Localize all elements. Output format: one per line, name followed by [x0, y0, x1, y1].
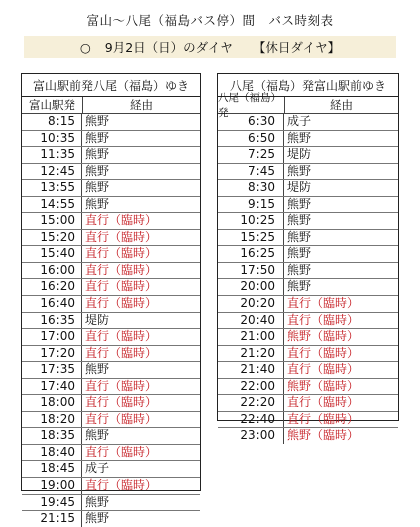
- table-row: [22, 180, 200, 197]
- table-row: [218, 379, 398, 396]
- table-row: [218, 346, 398, 363]
- table-row: [218, 279, 398, 296]
- departure-time: 9:15: [218, 197, 284, 213]
- departure-time: 15:20: [22, 230, 82, 246]
- departure-time: 6:50: [218, 131, 284, 147]
- table-row: [22, 379, 200, 396]
- route-via: 熊野: [287, 279, 312, 294]
- table-row: [218, 329, 398, 346]
- table-row: [218, 164, 398, 181]
- holiday-schedule-tag: 【休日ダイヤ】: [252, 40, 341, 55]
- departure-time: 21:40: [218, 362, 284, 378]
- table-row: [22, 147, 200, 164]
- table-row: [218, 147, 398, 164]
- departure-time: 20:00: [218, 279, 284, 295]
- table-row: [22, 362, 200, 379]
- route-via: 熊野: [85, 130, 110, 145]
- schedule-date-banner: [24, 36, 396, 58]
- route-via: 熊野: [85, 511, 110, 526]
- table-row: [22, 329, 200, 346]
- table-title: 八尾（福島）発富山駅前ゆき: [218, 74, 398, 97]
- route-via: 直行（臨時）: [85, 395, 158, 410]
- route-via: 成子: [85, 461, 110, 476]
- route-via: 熊野: [287, 262, 312, 277]
- table-row: [22, 230, 200, 247]
- departure-time: 15:40: [22, 246, 82, 262]
- departure-time: 7:45: [218, 164, 284, 180]
- route-via: 堤防: [287, 180, 312, 195]
- table-row: [22, 114, 200, 131]
- table-row: [22, 445, 200, 462]
- route-via: 熊野: [287, 213, 312, 228]
- table-row: [218, 131, 398, 148]
- route-via: 直行（臨時）: [85, 246, 158, 261]
- table-row: [22, 478, 200, 495]
- table-row: [22, 461, 200, 478]
- route-header: 経由: [330, 98, 353, 112]
- departure-time: 8:30: [218, 180, 284, 196]
- table-row: [22, 313, 200, 330]
- departure-time: 22:00: [218, 379, 284, 395]
- departure-time: 16:00: [22, 263, 82, 279]
- table-row: [22, 164, 200, 181]
- route-via: 熊野: [85, 428, 110, 443]
- route-header: 経由: [130, 98, 153, 112]
- table-row: [22, 246, 200, 263]
- table-row: [22, 263, 200, 280]
- route-via: 熊野（臨時）: [287, 428, 360, 443]
- departure-time: 22:20: [218, 395, 284, 411]
- departure-time: 23:00: [218, 428, 284, 444]
- route-via: 熊野: [85, 196, 110, 211]
- table-row: [218, 246, 398, 263]
- table-row: [22, 279, 200, 296]
- table-row: [218, 197, 398, 214]
- departure-time: 19:45: [22, 495, 82, 511]
- route-via: 熊野: [85, 362, 110, 377]
- departure-time: 10:25: [218, 213, 284, 229]
- route-via: 熊野: [287, 196, 312, 211]
- departure-time-header: 八尾（福島）発: [218, 97, 285, 113]
- departure-time: 12:45: [22, 164, 82, 180]
- departure-time: 18:20: [22, 412, 82, 428]
- departure-time: 16:40: [22, 296, 82, 312]
- departure-time: 14:55: [22, 197, 82, 213]
- table-title: 富山駅前発八尾（福島）ゆき: [22, 74, 200, 97]
- table-row: [218, 230, 398, 247]
- departure-time: 17:20: [22, 346, 82, 362]
- table-row: [218, 180, 398, 197]
- departure-time: 21:20: [218, 346, 284, 362]
- route-via: 熊野: [85, 494, 110, 509]
- route-via: 熊野: [85, 147, 110, 162]
- route-via: 直行（臨時）: [85, 411, 158, 426]
- departure-time: 17:50: [218, 263, 284, 279]
- departure-time: 11:35: [22, 147, 82, 163]
- route-via: 直行（臨時）: [85, 213, 158, 228]
- column-header-row: [218, 92, 398, 119]
- table-row: [218, 114, 398, 131]
- schedule-date: 9月2日（日）のダイヤ: [104, 40, 233, 55]
- table-row: [22, 213, 200, 230]
- departure-time: 22:40: [218, 412, 284, 428]
- table-row: [22, 428, 200, 445]
- route-via: 堤防: [287, 147, 312, 162]
- departure-time: 18:45: [22, 461, 82, 477]
- route-via: 熊野: [85, 163, 110, 178]
- table-row: [218, 395, 398, 412]
- route-via: 直行（臨時）: [85, 279, 158, 294]
- table-row: [22, 296, 200, 313]
- route-via: 直行（臨時）: [287, 411, 360, 426]
- route-via: 熊野（臨時）: [287, 329, 360, 344]
- departure-time: 16:20: [22, 279, 82, 295]
- departure-time: 16:35: [22, 313, 82, 329]
- departure-time: 21:15: [22, 511, 82, 527]
- departure-time: 10:35: [22, 131, 82, 147]
- route-via: 直行（臨時）: [85, 229, 158, 244]
- departure-time: 15:25: [218, 230, 284, 246]
- departure-time: 17:00: [22, 329, 82, 345]
- yatsuo-to-toyama-table: [217, 73, 399, 443]
- route-via: 熊野: [287, 130, 312, 145]
- route-via: 直行（臨時）: [85, 296, 158, 311]
- route-via: 熊野: [287, 163, 312, 178]
- route-via: 直行（臨時）: [85, 262, 158, 277]
- table-row: [22, 511, 200, 527]
- departure-time: 19:00: [22, 478, 82, 494]
- route-via: 熊野: [287, 246, 312, 261]
- route-via: 直行（臨時）: [287, 345, 360, 360]
- route-via: 成子: [287, 114, 312, 128]
- route-via: 熊野: [85, 180, 110, 195]
- departure-time: 18:35: [22, 428, 82, 444]
- departure-time: 20:40: [218, 313, 284, 329]
- route-via: 堤防: [85, 312, 110, 327]
- table-row: [218, 263, 398, 280]
- table-row: [218, 412, 398, 429]
- table-row: [22, 131, 200, 148]
- route-via: 直行（臨時）: [287, 296, 360, 311]
- departure-time: 17:35: [22, 362, 82, 378]
- table-row: [218, 313, 398, 330]
- route-via: 熊野（臨時）: [287, 378, 360, 393]
- table-body: [22, 114, 200, 527]
- table-row: [22, 412, 200, 429]
- table-row: [22, 346, 200, 363]
- route-via: 直行（臨時）: [85, 329, 158, 344]
- departure-time: 18:40: [22, 445, 82, 461]
- column-header-row: [22, 97, 200, 114]
- route-via: 直行（臨時）: [85, 478, 158, 493]
- departure-time: 8:15: [22, 114, 82, 130]
- departure-time: 18:00: [22, 395, 82, 411]
- departure-time: 13:55: [22, 180, 82, 196]
- route-via: 熊野: [85, 114, 110, 128]
- table-body: [218, 114, 398, 444]
- table-row: [218, 428, 398, 444]
- route-via: 直行（臨時）: [85, 378, 158, 393]
- table-row: [22, 197, 200, 214]
- table-row: [218, 362, 398, 379]
- departure-time: 6:30: [218, 114, 284, 130]
- departure-time: 20:20: [218, 296, 284, 312]
- departure-time: 7:25: [218, 147, 284, 163]
- route-via: 直行（臨時）: [287, 395, 360, 410]
- departure-time: 16:25: [218, 246, 284, 262]
- departure-time: 15:00: [22, 213, 82, 229]
- circle-bullet-icon: ○: [79, 39, 91, 55]
- toyama-to-yatsuo-table: [21, 73, 201, 526]
- departure-time: 17:40: [22, 379, 82, 395]
- table-row: [22, 495, 200, 512]
- page-title: 富山〜八尾（福島バス停）間 バス時刻表: [86, 13, 334, 28]
- table-row: [22, 395, 200, 412]
- table-row: [218, 213, 398, 230]
- route-via: 熊野: [287, 229, 312, 244]
- route-via: 直行（臨時）: [85, 444, 158, 459]
- route-via: 直行（臨時）: [85, 345, 158, 360]
- route-via: 直行（臨時）: [287, 312, 360, 327]
- departure-time: 21:00: [218, 329, 284, 345]
- table-row: [218, 296, 398, 313]
- departure-time-header: 富山駅発: [22, 97, 83, 113]
- route-via: 直行（臨時）: [287, 362, 360, 377]
